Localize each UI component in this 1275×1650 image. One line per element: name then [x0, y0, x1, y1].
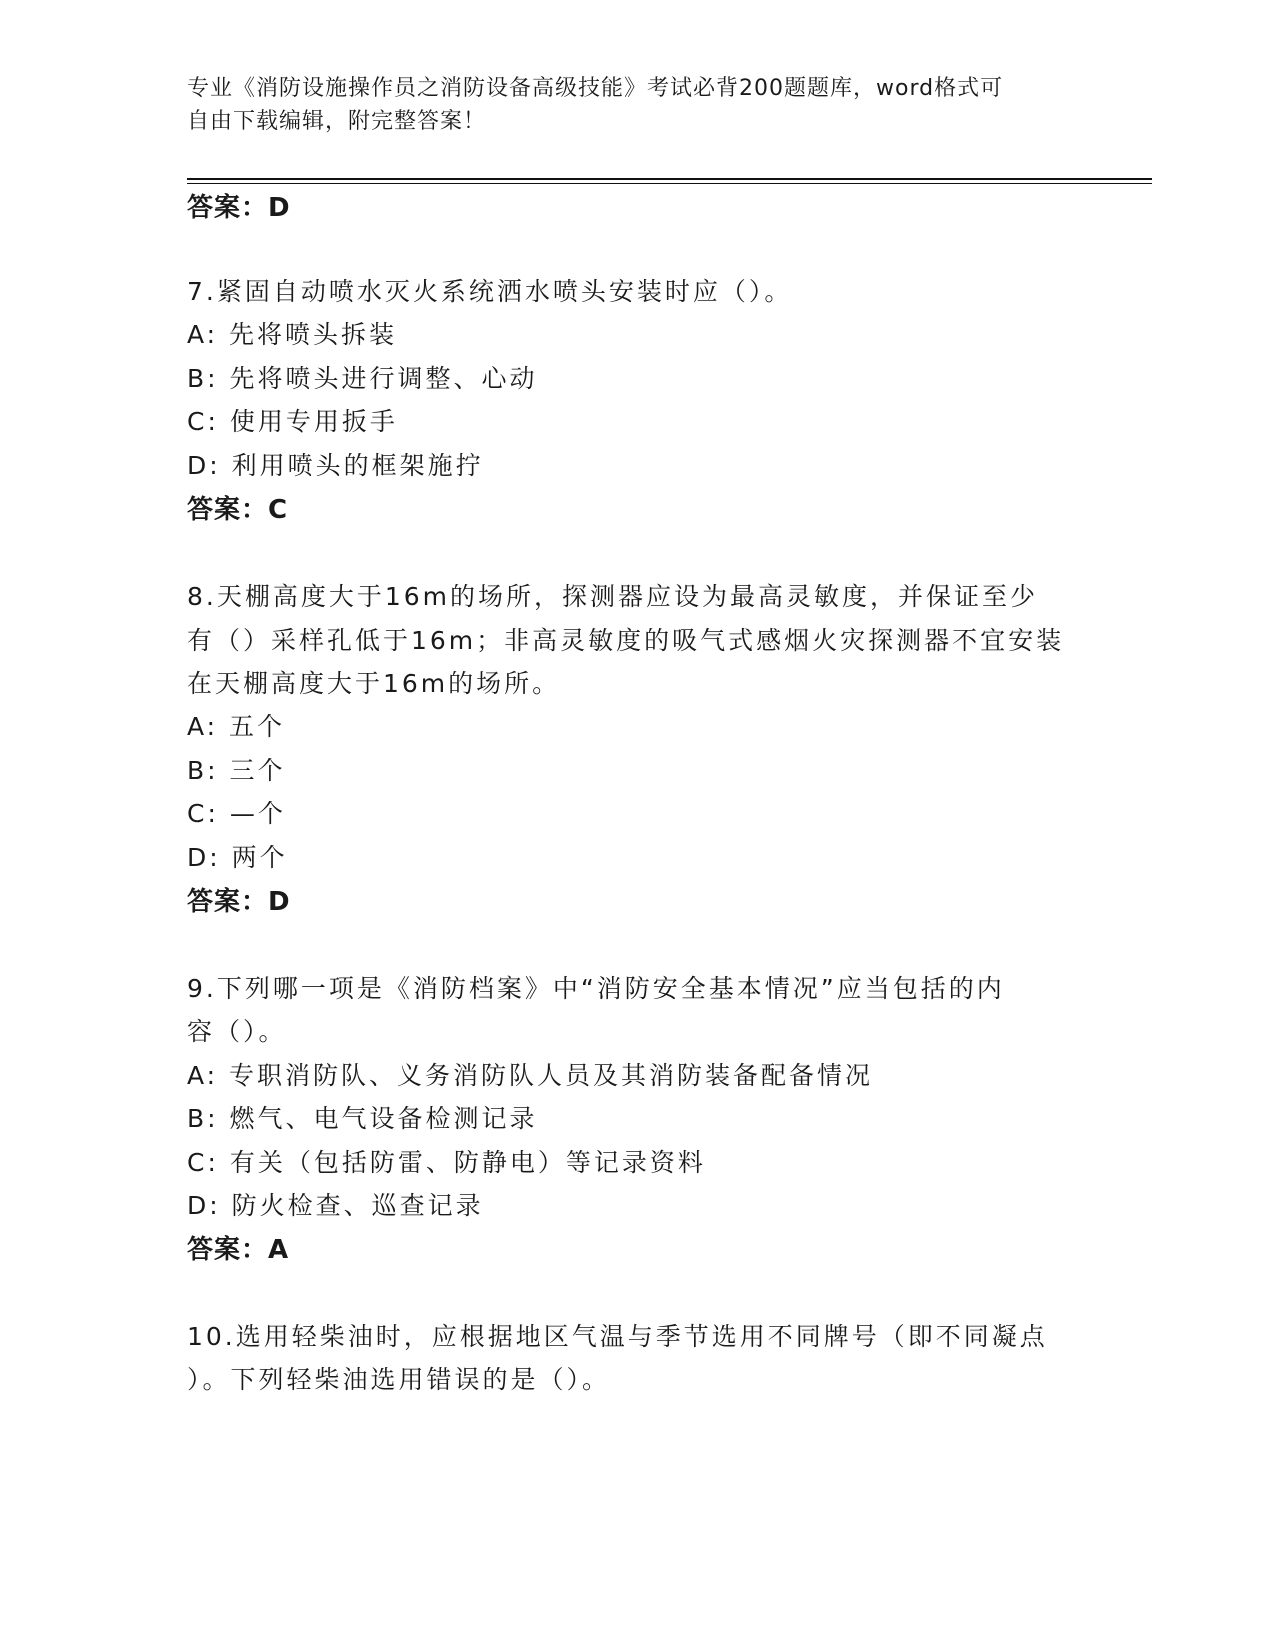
question-8-option-c: C: —个 [187, 799, 286, 828]
question-7-option-c: C: 使用专用扳手 [187, 407, 398, 436]
header-line-2: 自由下载编辑，附完整答案！ [187, 109, 487, 134]
question-8-stem-line-1: 8.天棚高度大于16m的场所，探测器应设为最高灵敏度，并保证至少 [187, 582, 1039, 611]
question-8-stem-line-2: 有（）采样孔低于16m；非高灵敏度的吸气式感烟火灾探测器不宜安装 [187, 626, 1065, 655]
question-9-stem-line-1: 9.下列哪一项是《消防档案》中“消防安全基本情况”应当包括的内 [187, 974, 1005, 1003]
question-7-option-b: B: 先将喷头进行调整、心动 [187, 364, 538, 393]
question-9-option-d: D: 防火检查、巡查记录 [187, 1191, 484, 1220]
question-8-answer: 答案：D [187, 887, 291, 917]
question-9-stem-line-2: 容（）。 [187, 1017, 287, 1046]
question-7-stem: 7.紧固自动喷水灭火系统洒水喷头安装时应（）。 [187, 277, 793, 306]
header-rule-thin [187, 183, 1152, 184]
header-rule-thick [187, 178, 1152, 180]
question-9-answer: 答案：A [187, 1235, 290, 1265]
question-10-stem-line-1: 10.选用轻柴油时，应根据地区气温与季节选用不同牌号（即不同凝点 [187, 1322, 1048, 1351]
question-8-option-b: B: 三个 [187, 756, 286, 785]
question-8-stem-line-3: 在天棚高度大于16m的场所。 [187, 669, 561, 698]
question-7-option-a: A: 先将喷头拆装 [187, 320, 398, 349]
document-header [187, 72, 1067, 138]
question-7-option-d: D: 利用喷头的框架施拧 [187, 451, 484, 480]
previous-answer: 答案：D [187, 193, 291, 223]
question-8-option-a: A: 五个 [187, 712, 286, 741]
question-9-option-c: C: 有关（包括防雷、防静电）等记录资料 [187, 1148, 706, 1177]
header-line-1: 专业《消防设施操作员之消防设备高级技能》考试必背200题题库，word格式可 [187, 76, 1004, 101]
question-9-option-b: B: 燃气、电气设备检测记录 [187, 1104, 538, 1133]
question-10-stem-line-2: ）。下列轻柴油选用错误的是（）。 [187, 1365, 611, 1394]
question-9-option-a: A: 专职消防队、义务消防队人员及其消防装备配备情况 [187, 1061, 874, 1090]
question-7-answer: 答案：C [187, 495, 289, 525]
question-8-option-d: D: 两个 [187, 843, 288, 872]
